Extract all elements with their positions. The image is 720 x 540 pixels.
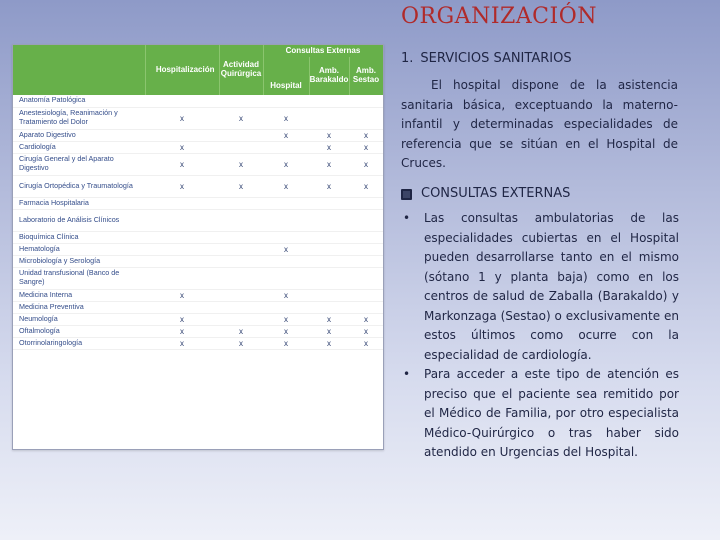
service-mark-cell: x	[145, 153, 219, 175]
section1-number: 1.	[401, 51, 414, 66]
service-mark-cell	[145, 243, 219, 255]
bullet-text: Para acceder a este tipo de atención es preciso que el paciente sea remitido por el Médico de Familia, por otro especialista Médico-Quirúrgico o tras haber sido atendido en Urgencias del Hospital.	[424, 367, 679, 459]
table-row	[13, 267, 383, 289]
specialty-name: Aparato Digestivo	[13, 129, 145, 141]
service-mark-cell	[349, 95, 383, 107]
service-mark-cell	[349, 209, 383, 231]
specialty-name: Cardiología	[13, 141, 145, 153]
service-mark-cell: x	[263, 337, 309, 349]
specialty-name: Bioquímica Clínica	[13, 231, 145, 243]
service-mark-cell	[349, 289, 383, 301]
service-mark-cell	[349, 197, 383, 209]
service-mark-cell: x	[309, 129, 349, 141]
table-row	[13, 301, 383, 313]
section2-title: CONSULTAS EXTERNAS	[421, 186, 571, 201]
services-table	[13, 45, 384, 350]
service-mark-cell	[145, 301, 219, 313]
service-mark-cell: x	[263, 129, 309, 141]
table-row	[13, 243, 383, 255]
service-mark-cell: x	[145, 289, 219, 301]
services-table-card	[12, 44, 384, 450]
specialty-name: Microbiología y Serología	[13, 255, 145, 267]
service-mark-cell	[349, 107, 383, 129]
service-mark-cell: x	[349, 129, 383, 141]
header-amb-sestao: Amb. Sestao	[349, 57, 383, 95]
service-mark-cell: x	[145, 337, 219, 349]
service-mark-cell	[309, 301, 349, 313]
service-mark-cell: x	[219, 153, 263, 175]
service-mark-cell	[263, 231, 309, 243]
specialty-name: Cirugía Ortopédica y Traumatología	[13, 175, 145, 197]
specialty-name: Farmacia Hospitalaria	[13, 197, 145, 209]
service-mark-cell	[309, 95, 349, 107]
service-mark-cell	[349, 255, 383, 267]
table-row	[13, 231, 383, 243]
service-mark-cell	[145, 267, 219, 289]
service-mark-cell	[309, 209, 349, 231]
service-mark-cell: x	[309, 325, 349, 337]
service-mark-cell	[219, 267, 263, 289]
slide-title: ORGANIZACIÓN	[401, 4, 597, 29]
table-row	[13, 141, 383, 153]
specialty-name: Cirugía General y del Aparato Digestivo	[13, 153, 145, 175]
service-mark-cell	[219, 231, 263, 243]
service-mark-cell	[219, 209, 263, 231]
service-mark-cell	[309, 267, 349, 289]
service-mark-cell	[219, 255, 263, 267]
service-mark-cell	[219, 95, 263, 107]
service-mark-cell: x	[145, 313, 219, 325]
checkbox-square-icon	[401, 189, 412, 200]
table-row	[13, 107, 383, 129]
service-mark-cell: x	[309, 141, 349, 153]
service-mark-cell	[309, 231, 349, 243]
service-mark-cell	[309, 197, 349, 209]
service-mark-cell: x	[349, 337, 383, 349]
table-row	[13, 289, 383, 301]
service-mark-cell: x	[263, 289, 309, 301]
service-mark-cell	[263, 95, 309, 107]
service-mark-cell	[263, 209, 309, 231]
bullet-item	[401, 365, 679, 463]
bullet-text: Las consultas ambulatorias de las especialidades cubiertas en el Hospital pueden desarrollarse tanto en el mismo (sótano 1 y planta baja) como en los centros de salud de Zaballa (Barakaldo) y Markonzaga (Sestao) o exclusivamente en estos últimos como ocurre con la especialidad de cardiología.	[424, 211, 679, 362]
specialty-name: Medicina Interna	[13, 289, 145, 301]
service-mark-cell: x	[145, 175, 219, 197]
table-row	[13, 129, 383, 141]
service-mark-cell	[219, 141, 263, 153]
service-mark-cell: x	[309, 175, 349, 197]
table-row	[13, 255, 383, 267]
service-mark-cell	[263, 267, 309, 289]
specialty-name: Laboratorio de Análisis Clínicos	[13, 209, 145, 231]
service-mark-cell: x	[145, 141, 219, 153]
service-mark-cell	[145, 197, 219, 209]
header-actividad-quirurgica: Actividad Quirúrgica	[219, 45, 263, 95]
service-mark-cell: x	[309, 337, 349, 349]
bullet-dot-icon: •	[403, 211, 411, 225]
specialty-name: Hematología	[13, 243, 145, 255]
service-mark-cell: x	[263, 243, 309, 255]
table-row	[13, 197, 383, 209]
service-mark-cell	[309, 255, 349, 267]
service-mark-cell	[349, 243, 383, 255]
service-mark-cell: x	[309, 153, 349, 175]
service-mark-cell	[145, 95, 219, 107]
specialty-name: Oftalmología	[13, 325, 145, 337]
bullet-dot-icon: •	[403, 367, 411, 381]
service-mark-cell: x	[219, 325, 263, 337]
corner-header-cell	[13, 45, 145, 95]
service-mark-cell: x	[263, 325, 309, 337]
services-table-body	[13, 95, 383, 349]
header-consultas-externas: Consultas Externas	[263, 45, 383, 57]
service-mark-cell	[145, 231, 219, 243]
service-mark-cell	[349, 231, 383, 243]
specialty-name: Medicina Preventiva	[13, 301, 145, 313]
service-mark-cell	[219, 289, 263, 301]
header-amb-barakaldo: Amb. Barakaldo	[309, 57, 349, 95]
specialty-name: Anestesiología, Reanimación y Tratamiento del Dolor	[13, 107, 145, 129]
bullet-item	[401, 209, 679, 365]
table-row	[13, 153, 383, 175]
service-mark-cell: x	[263, 313, 309, 325]
section-consultas-externas	[401, 185, 686, 463]
table-row	[13, 325, 383, 337]
table-row	[13, 175, 383, 197]
service-mark-cell	[309, 289, 349, 301]
specialty-name: Neumología	[13, 313, 145, 325]
service-mark-cell	[349, 301, 383, 313]
service-mark-cell: x	[145, 107, 219, 129]
section-servicios-sanitarios	[401, 50, 678, 174]
section1-title: SERVICIOS SANITARIOS	[420, 51, 572, 66]
service-mark-cell	[263, 141, 309, 153]
service-mark-cell	[145, 209, 219, 231]
service-mark-cell: x	[309, 313, 349, 325]
service-mark-cell: x	[349, 325, 383, 337]
specialty-name: Anatomía Patológica	[13, 95, 145, 107]
service-mark-cell: x	[263, 107, 309, 129]
specialty-name: Otorrinolaringología	[13, 337, 145, 349]
section2-heading	[401, 185, 686, 203]
service-mark-cell: x	[219, 175, 263, 197]
service-mark-cell: x	[349, 313, 383, 325]
service-mark-cell	[219, 197, 263, 209]
service-mark-cell: x	[349, 141, 383, 153]
service-mark-cell	[309, 107, 349, 129]
header-hospital: Hospital	[263, 57, 309, 95]
service-mark-cell: x	[263, 175, 309, 197]
service-mark-cell: x	[349, 153, 383, 175]
service-mark-cell	[263, 255, 309, 267]
header-hospitalizacion: Hospitalización	[145, 45, 219, 95]
service-mark-cell	[219, 313, 263, 325]
specialty-name: Unidad transfusional (Banco de Sangre)	[13, 267, 145, 289]
service-mark-cell: x	[219, 107, 263, 129]
table-row	[13, 313, 383, 325]
table-row	[13, 95, 383, 107]
service-mark-cell	[263, 197, 309, 209]
section2-bullet-list	[401, 209, 686, 463]
section1-paragraph: El hospital dispone de la asistencia sanitaria básica, exceptuando la materno-infantil y determinadas especialidades de referencia que se sitúan en el Hospital de Cruces.	[401, 78, 678, 170]
table-row	[13, 209, 383, 231]
service-mark-cell	[263, 301, 309, 313]
service-mark-cell	[219, 243, 263, 255]
service-mark-cell: x	[263, 153, 309, 175]
service-mark-cell	[145, 129, 219, 141]
service-mark-cell	[219, 301, 263, 313]
service-mark-cell	[309, 243, 349, 255]
service-mark-cell: x	[349, 175, 383, 197]
service-mark-cell	[145, 255, 219, 267]
service-mark-cell	[219, 129, 263, 141]
service-mark-cell: x	[219, 337, 263, 349]
table-row	[13, 337, 383, 349]
service-mark-cell	[349, 267, 383, 289]
service-mark-cell: x	[145, 325, 219, 337]
section1-heading	[401, 50, 678, 68]
